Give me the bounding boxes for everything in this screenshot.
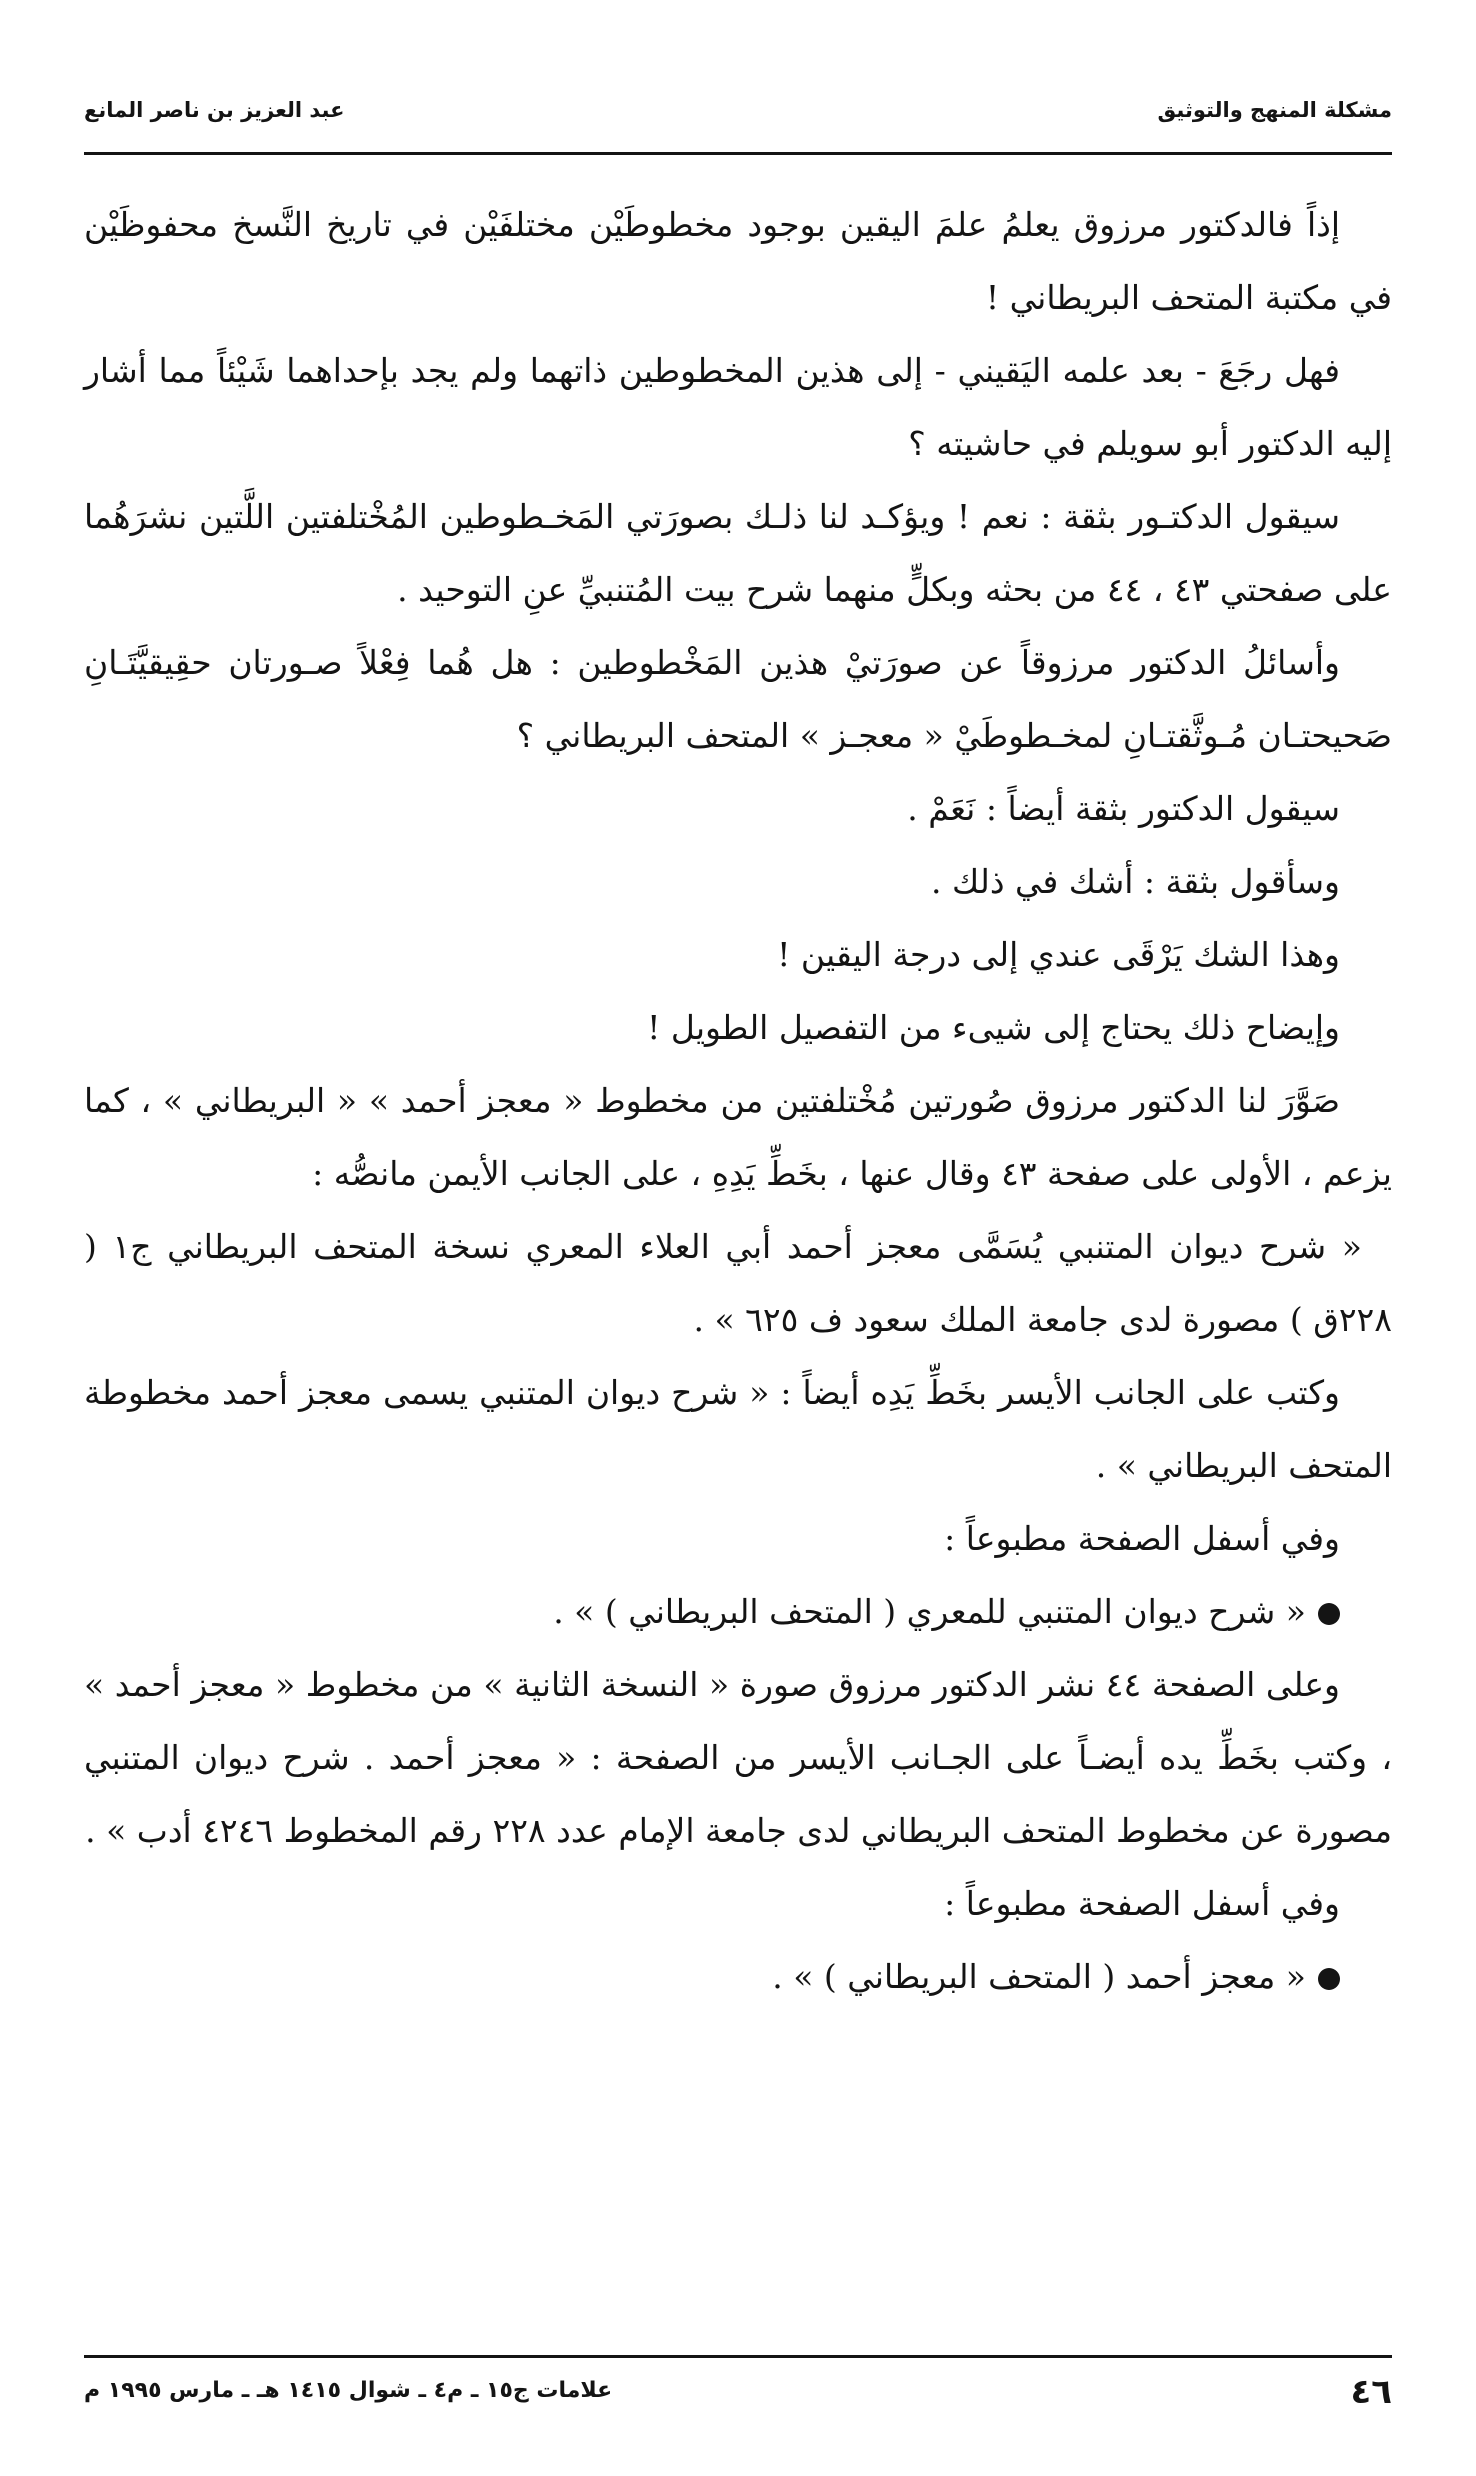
bullet-item xyxy=(84,1940,1392,2013)
running-header-title: مشكلة المنهج والتوثيق xyxy=(1157,98,1392,122)
article-body xyxy=(84,188,1392,2013)
bullet-icon xyxy=(1318,1603,1340,1625)
paragraph: وأسائلُ الدكتور مرزوقاً عن صورَتيْ هذين المَخْطوطين : هل هُما فِعْلاً صـورتان حقِيقيَّتَـانِ صَحيحتـان مُـوثَّقتـانِ لمخـطوطَيْ « معجـز » المتحف البريطاني ؟ xyxy=(84,643,1392,755)
quoted-paragraph: « شرح ديوان المتنبي يُسَمَّى معجز أحمد أبي العلاء المعري نسخة المتحف البريطاني ج١ ( ٢٢٨ق ) مصورة لدى جامعة الملك سعود ف ٦٢٥ » . xyxy=(84,1227,1392,1339)
paragraph: وكتب على الجانب الأيسر بخَطِّ يَدِه أيضاً : « شرح ديوان المتنبي يسمى معجز أحمد مخطوطة المتحف البريطاني » . xyxy=(84,1373,1392,1485)
bullet-icon xyxy=(1318,1968,1340,1990)
journal-issue-info: علامات ج١٥ ـ م٤ ـ شوال ١٤١٥ هـ ـ مارس ١٩٩٥ م xyxy=(84,2378,613,2403)
paragraph: سيقول الدكتـور بثقة : نعم ! ويؤكـد لنا ذلـك بصورَتي المَخـطوطين المُخْتلفتين اللَّتين نشرَهُما على صفحتي ٤٣ ، ٤٤ من بحثه وبكلٍّ منهما شرح بيت المُتنبيِّ عنِ التوحيد . xyxy=(84,497,1392,609)
paragraph: وفي أسفل الصفحة مطبوعاً : xyxy=(944,1519,1340,1558)
paragraph: وفي أسفل الصفحة مطبوعاً : xyxy=(944,1884,1340,1923)
paragraph: إذاً فالدكتور مرزوق يعلمُ علمَ اليقين بوجود مخطوطَيْن مختلفَيْن في تاريخ النَّسخ محفوظَيْن في مكتبة المتحف البريطاني ! xyxy=(84,205,1392,317)
running-header-author: عبد العزيز بن ناصر المانع xyxy=(84,98,345,122)
paragraph: وهذا الشك يَرْقَى عندي إلى درجة اليقين ! xyxy=(777,935,1340,974)
footer-rule xyxy=(84,2355,1392,2358)
paragraph: سيقول الدكتور بثقة أيضاً : نَعَمْ . xyxy=(907,789,1340,828)
paragraph: وعلى الصفحة ٤٤ نشر الدكتور مرزوق صورة « النسخة الثانية » من مخطوط « معجز أحمد » ، وكتب بخَطِّ يده أيضـاً على الجـانب الأيسر من الصفحة : « معجز أحمد . شرح ديوان المتنبي مصورة عن مخطوط المتحف البريطاني لدى جامعة الإمام عدد ٢٢٨ رقم المخطوط ٤٢٤٦ أدب » . xyxy=(84,1665,1392,1850)
bullet-text: « شرح ديوان المتنبي للمعري ( المتحف البريطاني ) » . xyxy=(553,1592,1306,1631)
paragraph: وإيضاح ذلك يحتاج إلى شيىء من التفصيل الطويل ! xyxy=(647,1008,1340,1047)
header-rule xyxy=(84,152,1392,155)
paragraph: وسأقول بثقة : أشك في ذلك . xyxy=(931,862,1340,901)
paragraph: صَوَّرَ لنا الدكتور مرزوق صُورتين مُخْتلفتين من مخطوط « معجز أحمد » « البريطاني » ، كما يزعم ، الأولى على صفحة ٤٣ وقال عنها ، بخَطِّ يَدِهِ ، على الجانب الأيمن مانصُّه : xyxy=(84,1081,1392,1193)
bullet-item xyxy=(84,1575,1392,1648)
running-header xyxy=(84,98,1392,140)
page-number: ٤٦ xyxy=(1350,2372,1392,2412)
bullet-text: « معجز أحمد ( المتحف البريطاني ) » . xyxy=(772,1957,1306,1996)
page-footer xyxy=(84,2372,1392,2422)
paragraph: فهل رجَعَ - بعد علمه اليَقيني - إلى هذين المخطوطين ذاتهما ولم يجد بإحداهما شَيْئاً مما أشار إليه الدكتور أبو سويلم في حاشيته ؟ xyxy=(84,351,1392,463)
